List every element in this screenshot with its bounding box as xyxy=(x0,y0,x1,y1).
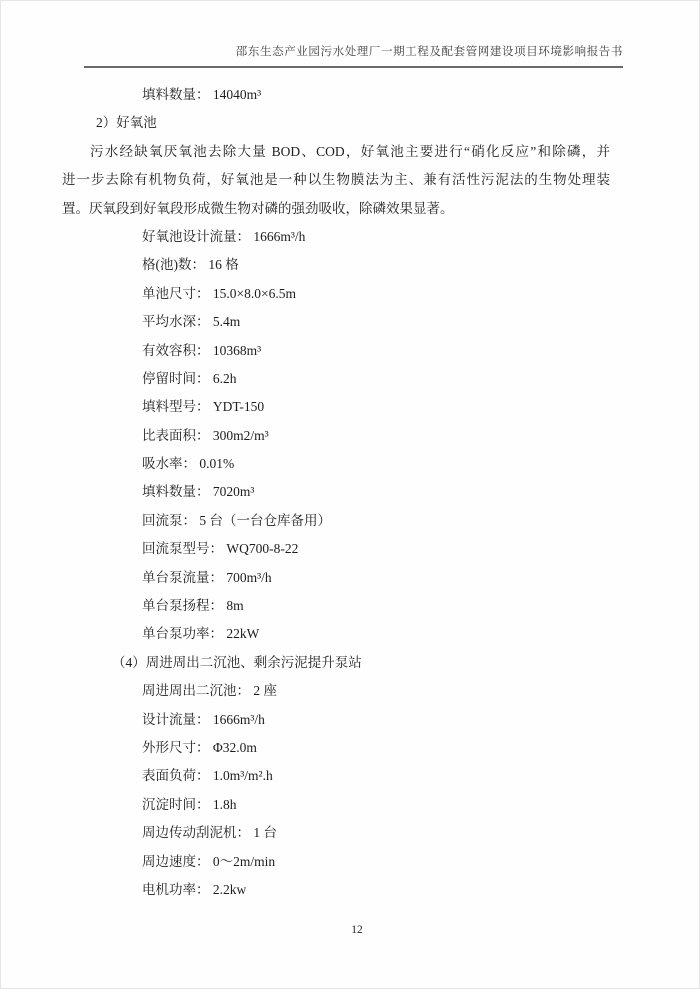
spec-line-filler-model: 填料型号： YDT-150 xyxy=(142,399,265,415)
section-heading-aerobic-tank: 2）好氧池 xyxy=(96,115,157,131)
spec-line-cell-size: 单池尺寸： 15.0×8.0×6.5m xyxy=(142,285,296,301)
section-heading-secondary-clarifier: （4）周进周出二沉池、剩余污泥提升泵站 xyxy=(112,654,362,670)
spec-line-pump-power: 单台泵功率： 22kW xyxy=(142,626,260,642)
spec-line-return-pump-count: 回流泵： 5 台（一台仓库备用） xyxy=(142,512,331,528)
spec-line-cell-count: 格(池)数： 16 格 xyxy=(142,257,239,273)
header-divider xyxy=(84,66,623,68)
page-header-title: 邵东生态产业园污水处理厂一期工程及配套管网建设项目环境影响报告书 xyxy=(235,46,623,58)
paragraph-line: 污水经缺氧厌氧池去除大量 BOD、COD，好氧池主要进行“硝化反应”和除磷，并 xyxy=(90,143,610,159)
spec-line-return-pump-model: 回流泵型号： WQ700-8-22 xyxy=(142,541,299,557)
spec-line-retention-time: 停留时间： 6.2h xyxy=(142,370,237,386)
spec-line-effective-volume: 有效容积： 10368m³ xyxy=(142,342,262,358)
paragraph-line: 置。厌氧段到好氧段形成微生物对磷的强劲吸收，除磷效果显著。 xyxy=(62,200,454,216)
spec-line-filler-quantity-anoxic: 填料数量： 14040m³ xyxy=(142,87,262,102)
spec-line-water-absorption: 吸水率： 0.01% xyxy=(142,456,235,472)
spec-line-clarifier-count: 周进周出二沉池： 2 座 xyxy=(142,683,277,699)
spec-line-clarifier-design-flow: 设计流量： 1666m³/h xyxy=(142,711,265,727)
spec-line-design-flow: 好氧池设计流量： 1666m³/h xyxy=(142,228,306,244)
spec-line-average-depth: 平均水深： 5.4m xyxy=(142,314,241,330)
spec-line-surface-load: 表面负荷： 1.0m³/m².h xyxy=(142,768,273,784)
spec-line-settling-time: 沉淀时间： 1.8h xyxy=(142,796,237,812)
page-number: 12 xyxy=(351,924,363,936)
spec-line-motor-power: 电机功率： 2.2kw xyxy=(142,881,247,897)
spec-line-outer-dimension: 外形尺寸： Φ32.0m xyxy=(142,739,257,755)
spec-line-filler-quantity: 填料数量： 7020m³ xyxy=(142,484,255,500)
spec-line-specific-surface-area: 比表面积： 300m2/m³ xyxy=(142,427,269,443)
paragraph-line: 进一步去除有机物负荷，好氧池是一种以生物膜法为主、兼有活性污泥法的生物处理装 xyxy=(62,172,610,188)
spec-line-pump-flow: 单台泵流量： 700m³/h xyxy=(142,569,272,585)
spec-line-peripheral-speed: 周边速度： 0～2m/min xyxy=(142,853,276,869)
spec-line-scraper-count: 周边传动刮泥机： 1 台 xyxy=(142,825,277,841)
spec-line-pump-head: 单台泵扬程： 8m xyxy=(142,598,244,614)
document-body xyxy=(62,81,610,904)
